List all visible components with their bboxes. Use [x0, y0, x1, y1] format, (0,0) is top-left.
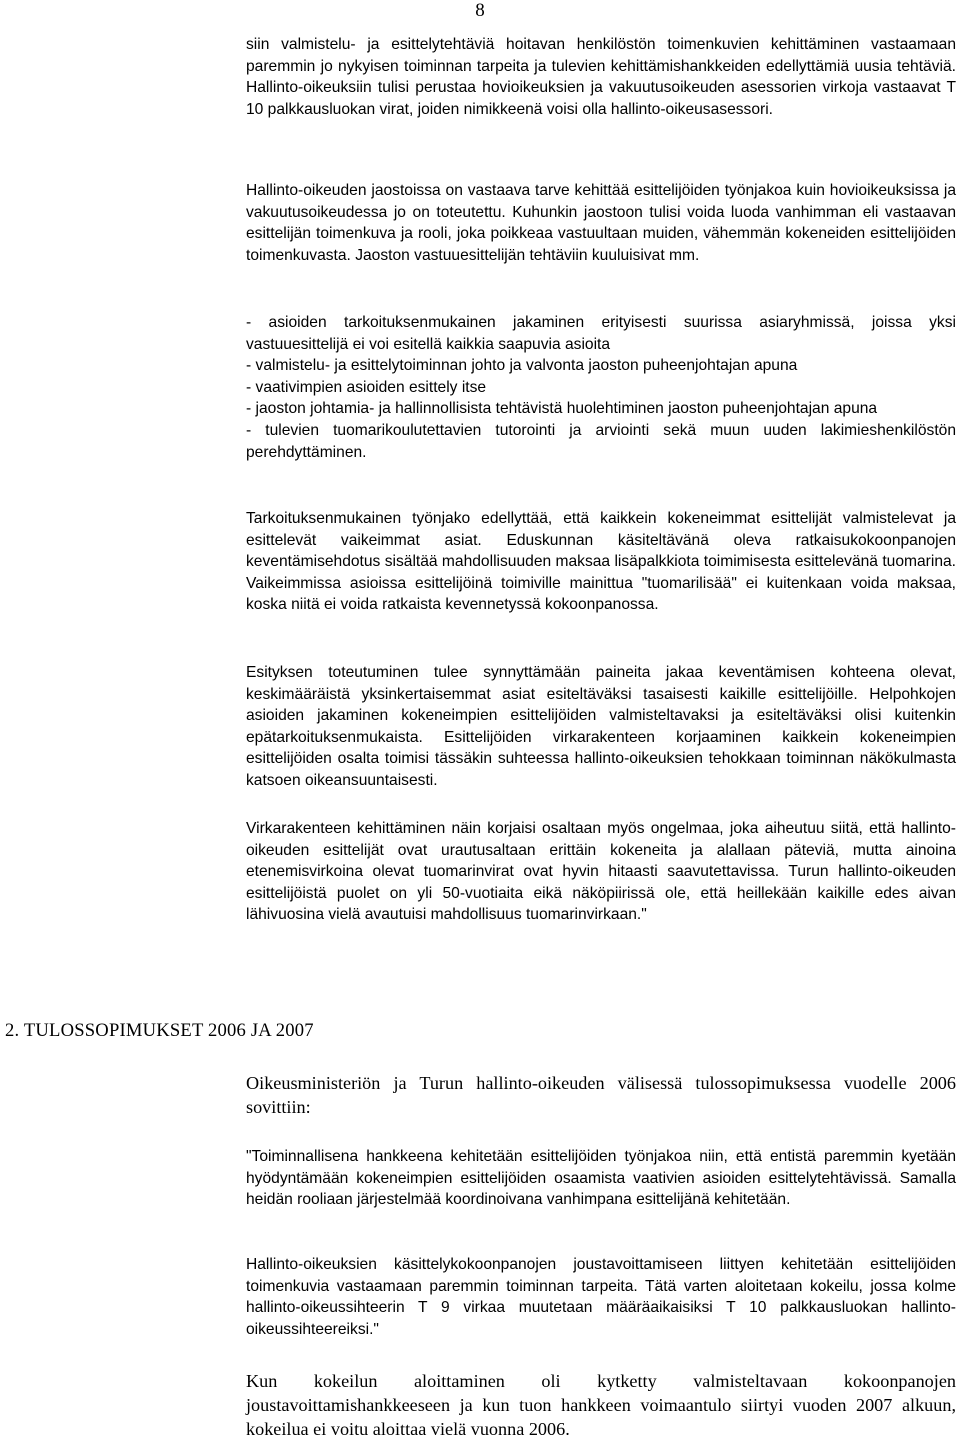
- body-paragraph-3: [246, 508, 956, 616]
- agreement-intro: [246, 1072, 956, 1120]
- paragraph-text: "Toiminnallisena hankkeena kehitetään esittelijöiden työnjakoa niin, että entistä paremmin kyetään hyödyntämään kokeneimpien esittelijöiden osaamista vaativien asioiden esittelytehtävissä. Samalla heidän rooliaan järjestelmää koordinoivana vanhimpana esittelijänä kehitetään.: [246, 1148, 956, 1209]
- body-paragraph-2: [246, 180, 956, 266]
- paragraph-text: Tarkoituksenmukainen työnjako edellyttää, että kaikkein kokeneimmat esittelijät valmistelevat ja esittelevät vaikeimmat asiat. Eduskunnan käsiteltävänä oleva ratkaisukokoonpanojen keventämisehdotus sisältää mahdollisuuden maksaa lisäpalkkiota toimimisesta esittelevänä tuomarina. Vaikeimmissa asioissa esittelijöinä toimiville mainittua "tuomarilisää" ei kuitenkaan voida maksaa, koska niitä ei voida ratkaista kevennetyssä kokoonpanossa.: [246, 510, 956, 614]
- list-item: - vaativimpien asioiden esittely itse: [246, 378, 487, 396]
- list-item: - valmistelu- ja esittelytoiminnan johto ja valvonta jaoston puheenjohtajan apuna: [246, 357, 798, 375]
- paragraph-text: Hallinto-oikeuden jaostoissa on vastaava tarve kehittää esittelijöiden työnjakoa kuin hovioikeuksissa ja vakuutusoikeudessa jo on toteutettu. Kuhunkin jaostoon tulisi voida luoda vanhimman eli vastaavan esittelijän toimenkuva ja rooli, joka poikkeaa vastuultaan muiden, vähemmän kokeneiden esittelijöiden toimenkuvasta. Jaoston vastuuesittelijän tehtäviin kuuluisivat mm.: [246, 182, 956, 264]
- section-heading: 2. TULOSSOPIMUKSET 2006 JA 2007: [5, 1020, 314, 1041]
- duties-list: [246, 312, 956, 463]
- paragraph-text: Esityksen toteutuminen tulee synnyttämään paineita jakaa keventämisen kohteena olevat, keskimääräistä yksinkertaisemmat asiat esiteltäväksi tasaisesti kaikille esittelijöille. Helpohkojen asioiden jakaminen kokeneimpien esittelijöiden valmisteltavaksi ja esiteltäväksi olisi kuitenkin epätarkoituksenmukaista. Esittelijöiden virkarakenteen korjaaminen kaikkein kokeneimpien esittelijöiden osalta toimisi tässäkin suhteessa hallinto-oikeuksien tehokkaan toiminnan näkökulmasta katsoen oikeansuuntaisesti.: [246, 664, 956, 789]
- list-item: - jaoston johtamia- ja hallinnollisista tehtävistä huolehtiminen jaoston puheenjohtajan apuna: [246, 400, 878, 418]
- paragraph-text: Virkarakenteen kehittäminen näin korjaisi osaltaan myös ongelmaa, joka aiheutuu siitä, että hallinto-oikeuden esittelijät ovat urautusaltaan erittäin kokeneita ja alallaan päteviä, mutta ainoina etenemisvirkoina olevat tuomarinvirat ovat hyvin hitaasti saavutettavissa. Turun hallinto-oikeuden esittelijöistä puolet on yli 50-vuotiaita eikä näköpiirissä ole, että heillekään kaikille edes aivan lähivuosina vielä avautuisi mahdollisuus tuomarinvirkaan.": [246, 820, 956, 924]
- closing-paragraph: [246, 1370, 956, 1441]
- list-item: - asioiden tarkoituksenmukainen jakaminen erityisesti suurissa asiaryhmissä, joissa yksi vastuuesittelijä ei voi esitellä kaikkia saapuvia asioita: [246, 314, 956, 353]
- page-number: 8: [475, 0, 485, 21]
- list-item: - tulevien tuomarikoulutettavien tutorointi ja arviointi sekä muun uuden lakimieshenkilöstön perehdyttäminen.: [246, 421, 956, 461]
- paragraph-text: Kun kokeilun aloittaminen oli kytketty valmisteltavaan kokoonpanojen joustavoittamishankkeeseen ja kun tuon hankkeen voimaantulo siirtyi vuoden 2007 alkuun, kokeilua ei voitu aloittaa vielä vuonna 2006.: [246, 1371, 956, 1439]
- paragraph-text: Hallinto-oikeuksien käsittelykokoonpanojen joustavoittamiseen liittyen kehitetään esittelijöiden toimenkuvia vastaamaan paremmin toiminnan tarpeita. Tätä varten aloitetaan kokeilu, jossa kolme hallinto-oikeussihteerin T 9 virkaa muutetaan määräaikaisiksi T 10 palkkausluokan hallinto-oikeussihteereiksi.": [246, 1256, 956, 1338]
- body-paragraph-4: [246, 662, 956, 792]
- paragraph-text: Oikeusministeriön ja Turun hallinto-oikeuden välisessä tulossopimuksessa vuodelle 2006 sovittiin:: [246, 1073, 956, 1117]
- paragraph-text: siin valmistelu- ja esittelytehtäviä hoitavan henkilöstön toimenkuvien kehittäminen vastaamaan paremmin jo nykyisen toiminnan tarpeita ja tulevien kehittämishankkeiden edellyttämiä uusia tehtäviä. Hallinto-oikeuksiin tulisi perustaa hovioikeuksien ja vakuutusoikeuden asessorien virkoja vastaavat T 10 palkkausluokan virat, joiden nimikkeenä voisi olla hallinto-oikeusasessori.: [246, 36, 956, 118]
- quote-paragraph-1: [246, 1146, 956, 1211]
- quote-paragraph-2: [246, 1254, 956, 1340]
- body-paragraph-5: [246, 818, 956, 926]
- body-paragraph-1: [246, 34, 956, 120]
